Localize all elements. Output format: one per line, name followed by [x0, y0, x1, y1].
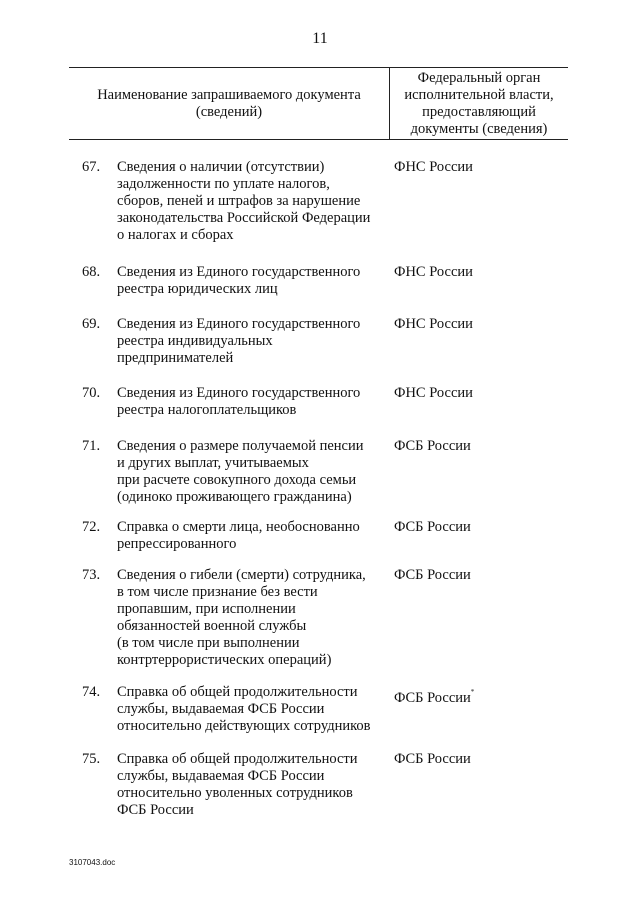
document-name	[117, 264, 382, 298]
document-name-line: предпринимателей	[117, 350, 234, 366]
column-header-agency	[390, 70, 568, 138]
document-name-line: о налогах и сборах	[117, 227, 234, 243]
agency-name	[394, 751, 564, 768]
document-name-line: в том числе признание без вести	[117, 584, 318, 600]
agency-name-text: ФСБ России	[394, 567, 471, 583]
document-name-line: обязанностей военной службы	[117, 618, 307, 634]
document-name-line: законодательства Российской Федерации	[117, 210, 371, 226]
agency-name-text: ФСБ России	[394, 751, 471, 767]
document-name-line: Сведения о гибели (смерти) сотрудника,	[117, 567, 366, 583]
row-number: 74.	[82, 684, 101, 700]
header-rule	[69, 139, 568, 140]
column-header-name-line: (сведений)	[195, 104, 263, 120]
document-name	[117, 316, 382, 367]
document-name-line: Справка о смерти лица, необоснованно	[117, 519, 360, 535]
row-number: 72.	[82, 519, 101, 535]
top-rule	[69, 67, 568, 68]
agency-name	[394, 316, 564, 333]
row-number: 69.	[82, 316, 101, 332]
document-name-line: относительно действующих сотрудников	[117, 718, 371, 734]
document-name-line: ФСБ России	[117, 802, 194, 818]
agency-name-text: ФСБ России	[394, 438, 471, 454]
column-header-agency-line: исполнительной власти,	[404, 87, 554, 103]
document-name	[117, 751, 382, 819]
document-name-line: реестра юридических лиц	[117, 281, 278, 297]
footnote-mark: *	[470, 688, 475, 696]
document-name-line: сборов, пеней и штрафов за нарушение	[117, 193, 361, 209]
document-name-line: относительно уволенных сотрудников	[117, 785, 353, 801]
document-name-line: Сведения из Единого государственного	[117, 316, 361, 332]
document-name-line: Справка об общей продолжительности	[117, 684, 358, 700]
document-name-line: и других выплат, учитываемых	[117, 455, 309, 471]
document-name-line: при расчете совокупного дохода семьи	[117, 472, 357, 488]
agency-name	[394, 519, 564, 536]
document-name-line: Сведения о размере получаемой пенсии	[117, 438, 364, 454]
document-name	[117, 385, 382, 419]
document-name	[117, 519, 382, 553]
document-name	[117, 567, 382, 669]
document-name-line: реестра индивидуальных	[117, 333, 273, 349]
column-header-name	[69, 87, 389, 121]
row-number: 75.	[82, 751, 101, 767]
agency-name-text: ФНС России	[394, 385, 473, 401]
document-name-line: Справка об общей продолжительности	[117, 751, 358, 767]
agency-name-text: ФСБ России	[394, 519, 471, 535]
agency-name	[394, 264, 564, 281]
document-name	[117, 684, 382, 735]
column-header-agency-line: документы (сведения)	[410, 121, 548, 137]
document-name-line: (одиноко проживающего гражданина)	[117, 489, 352, 505]
row-number: 68.	[82, 264, 101, 280]
document-name	[117, 438, 382, 506]
column-header-agency-line: Федеральный орган	[417, 70, 541, 86]
row-number: 71.	[82, 438, 101, 454]
row-number: 73.	[82, 567, 101, 583]
column-header-agency-line: предоставляющий	[422, 104, 536, 120]
page-number: 11	[312, 30, 328, 47]
agency-name	[394, 438, 564, 455]
footer-file-name: 3107043.doc	[69, 858, 116, 867]
document-name-line: контртеррористических операций)	[117, 652, 332, 668]
agency-name	[394, 567, 564, 584]
agency-name-text: ФСБ России	[394, 690, 471, 706]
agency-name	[394, 684, 564, 707]
document-name-line: репрессированного	[117, 536, 237, 552]
agency-name	[394, 385, 564, 402]
agency-name-text: ФНС России	[394, 316, 473, 332]
document-name	[117, 159, 382, 244]
row-number: 70.	[82, 385, 101, 401]
document-name-line: Сведения из Единого государственного	[117, 264, 361, 280]
column-header-name-line: Наименование запрашиваемого документа	[97, 87, 361, 103]
agency-name-text: ФНС России	[394, 159, 473, 175]
agency-name-text: ФНС России	[394, 264, 473, 280]
document-name-line: реестра налогоплательщиков	[117, 402, 297, 418]
document-name-line: задолженности по уплате налогов,	[117, 176, 330, 192]
row-number: 67.	[82, 159, 101, 175]
document-name-line: службы, выдаваемая ФСБ России	[117, 701, 325, 717]
document-name-line: пропавшим, при исполнении	[117, 601, 296, 617]
document-name-line: службы, выдаваемая ФСБ России	[117, 768, 325, 784]
document-name-line: Сведения о наличии (отсутствии)	[117, 159, 325, 175]
document-name-line: Сведения из Единого государственного	[117, 385, 361, 401]
document-name-line: (в том числе при выполнении	[117, 635, 300, 651]
agency-name	[394, 159, 564, 176]
